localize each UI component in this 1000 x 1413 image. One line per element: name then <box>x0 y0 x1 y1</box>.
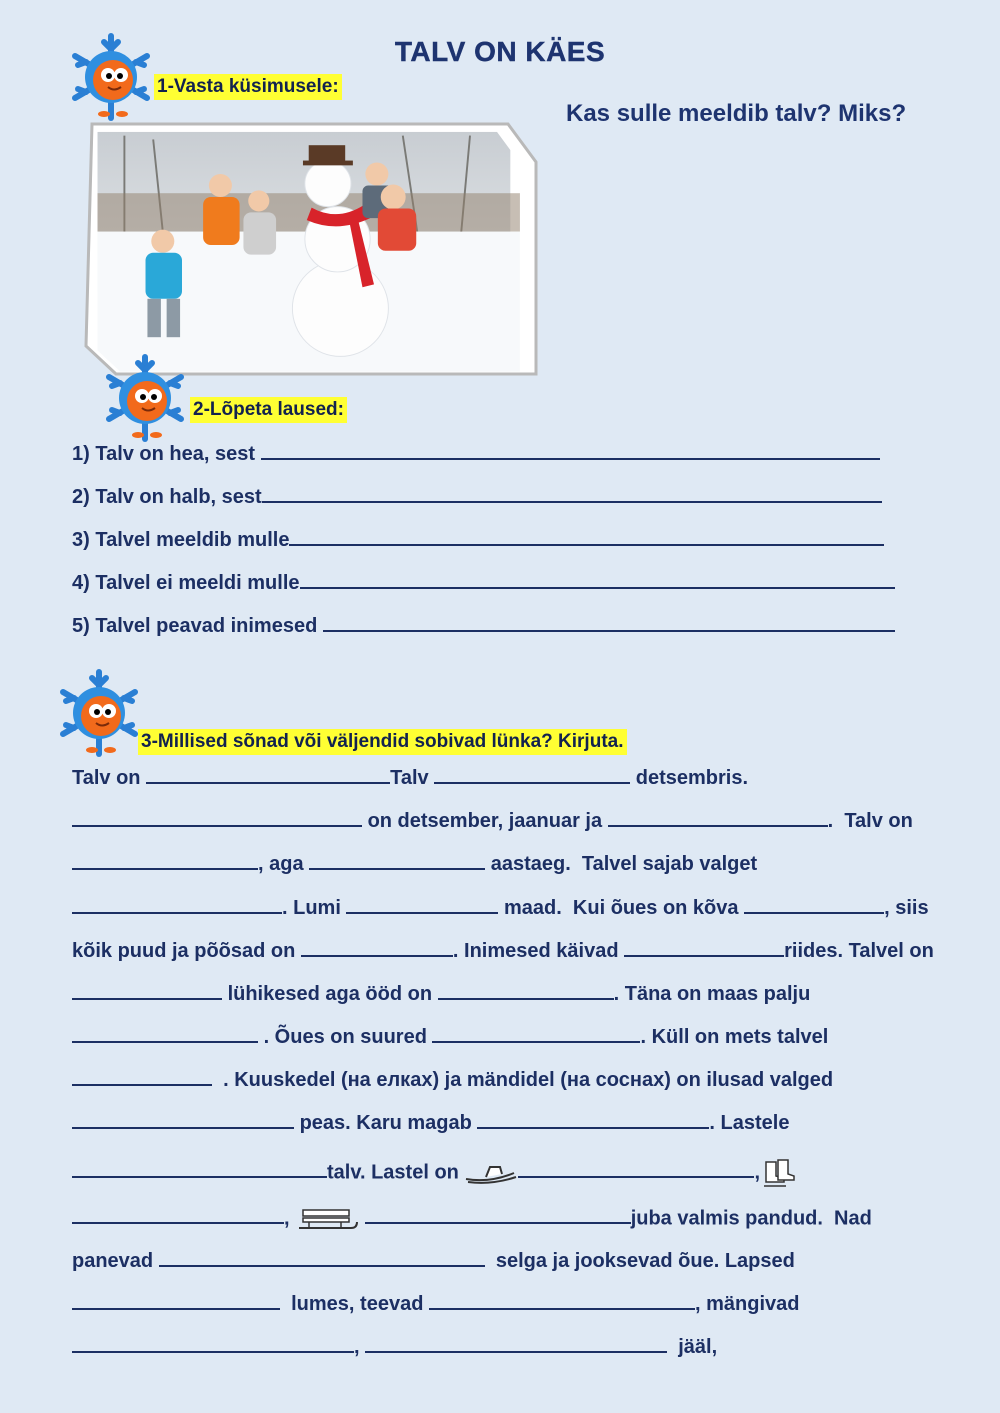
answer-blank[interactable] <box>72 850 258 870</box>
snowflake-mascot-icon <box>66 32 156 122</box>
answer-blank[interactable] <box>72 1158 327 1178</box>
answer-blank[interactable] <box>72 1204 284 1224</box>
sentence-1: 1) Talv on hea, sest <box>72 440 880 467</box>
text-line-3: , aga aastaeg. Talvel sajab valget <box>72 850 757 877</box>
answer-blank[interactable] <box>365 1333 667 1353</box>
answer-blank[interactable] <box>365 1204 631 1224</box>
text-line-2: on detsember, jaanuar ja . Talv on <box>72 807 913 834</box>
section2-label: 2-Lõpeta laused: <box>190 397 347 423</box>
answer-blank[interactable] <box>159 1247 485 1267</box>
sentence-3: 3) Talvel meeldib mulle <box>72 526 884 553</box>
answer-blank[interactable] <box>744 894 884 914</box>
text-line-7: . Õues on suured . Küll on mets talvel <box>72 1023 828 1050</box>
snowflake-mascot-icon <box>54 668 144 758</box>
text-line-4: . Lumi maad. Kui õues on kõva , siis <box>72 894 929 921</box>
text-line-9: peas. Karu magab . Lastele <box>72 1109 789 1136</box>
answer-blank[interactable] <box>72 1066 212 1086</box>
answer-blank[interactable] <box>289 526 884 546</box>
question-text: Kas sulle meeldib talv? Miks? <box>566 100 907 127</box>
text-line-12: panevad selga ja jooksevad õue. Lapsed <box>72 1247 795 1274</box>
answer-blank[interactable] <box>262 483 882 503</box>
answer-blank[interactable] <box>300 569 895 589</box>
answer-blank[interactable] <box>72 1109 294 1129</box>
snowflake-mascot-icon <box>100 353 190 443</box>
answer-blank[interactable] <box>72 1290 280 1310</box>
section3-label: 3-Millised sõnad või väljendid sobivad lünka? Kirjuta. <box>138 729 627 755</box>
skis-icon <box>464 1161 518 1185</box>
text-line-5: kõik puud ja põõsad on . Inimesed käivad riides. Talvel on <box>72 937 934 964</box>
answer-blank[interactable] <box>146 764 390 784</box>
answer-blank[interactable] <box>477 1109 709 1129</box>
answer-blank[interactable] <box>72 807 362 827</box>
answer-blank[interactable] <box>301 937 453 957</box>
text-line-6: lühikesed aga ööd on . Täna on maas palju <box>72 980 810 1007</box>
answer-blank[interactable] <box>72 1023 258 1043</box>
answer-blank[interactable] <box>429 1290 695 1310</box>
answer-blank[interactable] <box>72 980 222 1000</box>
answer-blank[interactable] <box>608 807 828 827</box>
answer-blank[interactable] <box>309 850 485 870</box>
answer-blank[interactable] <box>438 980 614 1000</box>
sentence-2: 2) Talv on halb, sest <box>72 483 882 510</box>
section1-label: 1-Vasta küsimusele: <box>154 74 342 100</box>
sled-icon <box>295 1204 359 1234</box>
answer-blank[interactable] <box>72 1333 354 1353</box>
text-line-11: , juba valmis pandud. Nad <box>72 1204 872 1234</box>
answer-blank[interactable] <box>261 440 880 460</box>
answer-blank[interactable] <box>323 612 895 632</box>
page-title: TALV ON KÄES <box>394 36 606 67</box>
answer-blank[interactable] <box>346 894 498 914</box>
answer-blank[interactable] <box>434 764 630 784</box>
text-line-14: , jääl, <box>72 1333 717 1360</box>
text-line-8: . Kuuskedel (на елках) ja mändidel (на соснах) on ilusad valged <box>72 1066 833 1093</box>
sentence-5: 5) Talvel peavad inimesed <box>72 612 895 639</box>
text-line-13: lumes, teevad , mängivad <box>72 1290 799 1317</box>
answer-blank[interactable] <box>518 1158 754 1178</box>
answer-blank[interactable] <box>624 937 784 957</box>
skates-icon <box>760 1158 796 1188</box>
answer-blank[interactable] <box>432 1023 640 1043</box>
text-line-10: talv. Lastel on , <box>72 1158 796 1188</box>
answer-blank[interactable] <box>72 894 282 914</box>
winter-photo <box>80 118 540 380</box>
sentence-4: 4) Talvel ei meeldi mulle <box>72 569 895 596</box>
text-line-1: Talv on Talv detsembris. <box>72 764 748 791</box>
